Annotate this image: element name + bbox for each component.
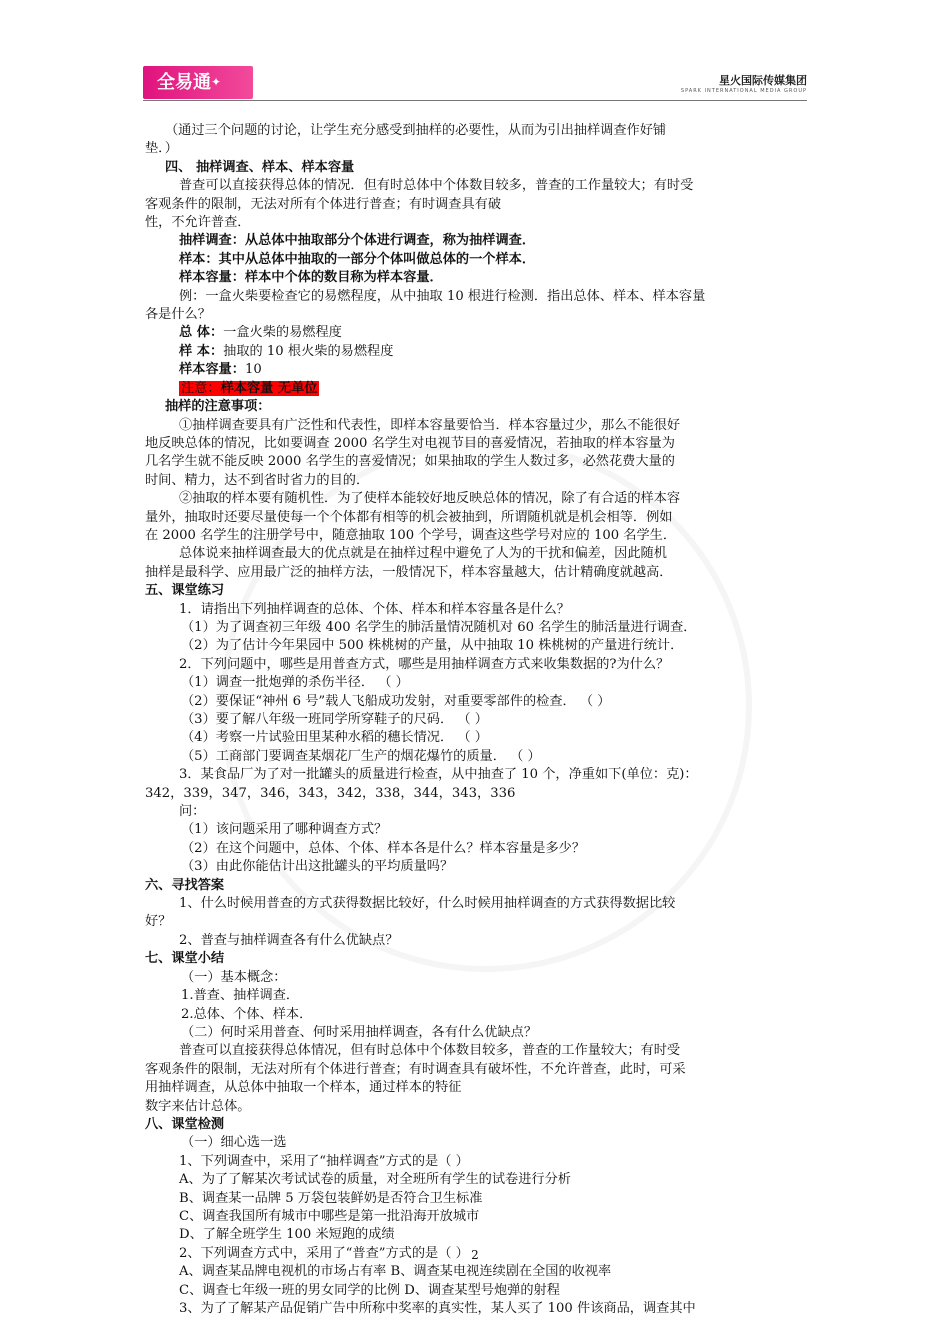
text-line: 时间、精力，达不到省时省力的目的． bbox=[145, 472, 370, 488]
text-line: 地反映总体的情况，比如要调查 2000 名学生对电视节目的喜爱情况，若抽取的样本容量为 bbox=[145, 435, 675, 451]
text-line: 例：一盒火柴要检查它的易燃程度，从中抽取 10 根进行检测．指出总体、样本、样本容量 bbox=[179, 288, 706, 304]
total-value: 一盒火柴的易燃程度 bbox=[223, 325, 342, 341]
text-line: D、了解全班学生 100 米短跑的成绩 bbox=[179, 1227, 395, 1243]
main-block bbox=[145, 398, 810, 1318]
text-line: （通过三个问题的讨论，让学生充分感受到抽样的必要性，从而为引出抽样调查作好铺 bbox=[165, 123, 667, 138]
text-line: （二）何时采用普查、何时采用抽样调查，各有什么优缺点？ bbox=[181, 1024, 538, 1040]
text-line: 问： bbox=[179, 804, 206, 820]
text-line: A、调查某品牌电视机的市场占有率 B、调查某电视连续剧在全国的收视率 bbox=[179, 1264, 612, 1280]
text-line: 抽样调查：从总体中抽取部分个体进行调查，称为抽样调查． bbox=[179, 233, 536, 249]
text-line: ①抽样调查要具有广泛性和代表性，即样本容量要恰当．样本容量过少，那么不能很好 bbox=[179, 417, 681, 433]
document-body bbox=[145, 122, 810, 1318]
intro-block bbox=[145, 122, 810, 324]
text-line: 抽样的注意事项： bbox=[165, 399, 271, 415]
text-line: （一）基本概念： bbox=[181, 969, 287, 985]
star-icon: ✦ bbox=[211, 75, 222, 89]
text-line: ②抽取的样本要有随机性．为了使样本能较好地反映总体的情况，除了有合适的样本容 bbox=[179, 491, 681, 507]
publisher-name-en: SPARK INTERNATIONAL MEDIA GROUP bbox=[680, 88, 807, 94]
text-line: 性，不允许普查． bbox=[145, 215, 251, 231]
sample-value: 抽取的 10 根火柴的易燃程度 bbox=[223, 343, 394, 359]
text-line: 几名学生就不能反映 2000 名学生的喜爱情况；如果抽取的学生人数过多，必然花费大量的 bbox=[145, 454, 675, 470]
text-line: 总体说来抽样调查最大的优点就是在抽样过程中避免了人为的干扰和偏差，因此随机 bbox=[179, 546, 667, 562]
text-line: 八、课堂检测 bbox=[145, 1116, 225, 1132]
text-line: 1、什么时候用普查的方式获得数据比较好，什么时候用抽样调查的方式获得数据比较 bbox=[179, 896, 676, 912]
size-label: 样本容量： bbox=[179, 362, 245, 378]
text-line: 用抽样调查，从总体中抽取一个样本，通过样本的特征 bbox=[145, 1080, 462, 1096]
text-line: （2）要保证“神州 6 号”载人飞船成功发射，对重要零部件的检查． （ ） bbox=[181, 693, 611, 709]
text-line: 量外，抽取时还要尽量使每一个个体都有相等的机会被抽到，所谓随机就是机会相等．例如 bbox=[145, 509, 673, 525]
text-line: （2）为了估计今年果园中 500 株桃树的产量，从中抽取 10 株桃树的产量进行统计． bbox=[181, 638, 684, 654]
text-line: 客观条件的限制，无法对所有个体进行普查；有时调查具有破坏性，不允许普查，此时，可采 bbox=[145, 1061, 686, 1077]
text-line: 垫．） bbox=[145, 141, 178, 157]
sample-label: 样 本： bbox=[179, 343, 224, 359]
text-line: A、为了了解某次考试试卷的质量，对全班所有学生的试卷进行分析 bbox=[179, 1172, 571, 1188]
text-line: 样本容量：样本中个体的数目称为样本容量． bbox=[179, 270, 443, 286]
text-line: B、调查某一品牌 5 万袋包装鲜奶是否符合卫生标准 bbox=[179, 1190, 483, 1206]
text-line: 342，339，347，346，343，342，338，344，343，336 bbox=[145, 785, 516, 801]
text-line: 1.普查、抽样调查． bbox=[181, 988, 300, 1004]
text-line: 抽样是最科学、应用最广泛的抽样方法，一般情况下，样本容量越大，估计精确度就越高． bbox=[145, 564, 673, 580]
text-line: 2.总体、个体、样本． bbox=[181, 1006, 313, 1022]
text-line: （1）调查一批炮弹的杀伤半径． （ ） bbox=[181, 675, 409, 691]
text-line: （1）为了调查初三年级 400 名学生的肺活量情况随机对 60 名学生的肺活量进行调查． bbox=[181, 619, 697, 635]
text-line: （一）细心选一选 bbox=[181, 1135, 287, 1151]
text-line: 1．请指出下列抽样调查的总体、个体、样本和样本容量各是什么？ bbox=[179, 601, 570, 617]
text-line: 3、为了了解某产品促销广告中所称中奖率的真实性，某人买了 100 件该商品，调查其中 bbox=[179, 1301, 696, 1316]
text-line: 在 2000 名学生的注册学号中，随意抽取 100 个学号，调查这些学号对应的 100 名学生． bbox=[145, 527, 677, 543]
text-line: 各是什么？ bbox=[145, 307, 211, 323]
publisher-brand bbox=[681, 72, 807, 94]
text-line: C、调查七年级一班的男女同学的比例 D、调查某型号炮弹的射程 bbox=[179, 1282, 560, 1298]
text-line: 普查可以直接获得总体的情况．但有时总体中个体数目较多，普查的工作量较大；有时受 bbox=[179, 178, 694, 194]
text-line: 好？ bbox=[145, 914, 172, 930]
text-line: 2、普查与抽样调查各有什么优缺点？ bbox=[179, 932, 399, 948]
text-line: （5）工商部门要调查某烟花厂生产的烟花爆竹的质量． （ ） bbox=[181, 748, 541, 764]
publisher-name-cn: 星火国际传媒集团 bbox=[719, 74, 807, 87]
text-line: 六、寻找答案 bbox=[145, 877, 225, 893]
text-line: 四、 抽样调查、样本、样本容量 bbox=[165, 159, 355, 175]
header-divider bbox=[143, 100, 807, 101]
size-value: 10 bbox=[244, 362, 262, 378]
text-line: （2）在这个问题中，总体、个体、样本各是什么？样本容量是多少？ bbox=[181, 840, 586, 856]
text-line: （3）要了解八年级一班同学所穿鞋子的尺码． （ ） bbox=[181, 712, 488, 727]
text-line: 3．某食品厂为了对一批罐头的质量进行检查，从中抽查了 10 个，净重如下(单位：克)： bbox=[179, 767, 698, 783]
text-line: 1、下列调查中，采用了“抽样调查”方式的是（ ） bbox=[179, 1153, 469, 1169]
note-highlight bbox=[179, 381, 319, 396]
text-line: 2．下列问题中，哪些是用普查方式，哪些是用抽样调查方式来收集数据的?为什么？ bbox=[179, 656, 670, 672]
note-text: 样本容量 无单位 bbox=[220, 380, 318, 396]
text-line: 数字来估计总体。 bbox=[145, 1098, 251, 1114]
text-line: 普查可以直接获得总体情况，但有时总体中个体数目较多，普查的工作量较大；有时受 bbox=[179, 1043, 681, 1059]
text-line: 2、下列调查方式中，采用了“普查”方式的是（ ） bbox=[179, 1245, 469, 1261]
text-line: 样本：其中从总体中抽取的一部分个体叫做总体的一个样本． bbox=[179, 251, 536, 267]
text-line: 五、课堂练习 bbox=[145, 583, 225, 599]
text-line: 客观条件的限制，无法对所有个体进行普查；有时调查具有破 bbox=[145, 196, 502, 212]
brand-logo bbox=[143, 66, 253, 99]
text-line: 七、课堂小结 bbox=[145, 951, 225, 967]
total-label: 总 体： bbox=[179, 325, 224, 341]
text-line: （1）该问题采用了哪种调查方式？ bbox=[181, 822, 388, 838]
logo-text: 全易通 bbox=[157, 72, 211, 93]
text-line: C、调查我国所有城市中哪些是第一批沿海开放城市 bbox=[179, 1208, 480, 1224]
text-line: （3）由此你能估计出这批罐头的平均质量吗？ bbox=[181, 859, 454, 875]
example-block bbox=[145, 324, 810, 398]
note-prefix: 注意： bbox=[181, 380, 221, 396]
text-line: （4）考察一片试验田里某种水稻的穗长情况． （ ） bbox=[181, 730, 488, 746]
page-number: 2 bbox=[471, 1248, 479, 1262]
